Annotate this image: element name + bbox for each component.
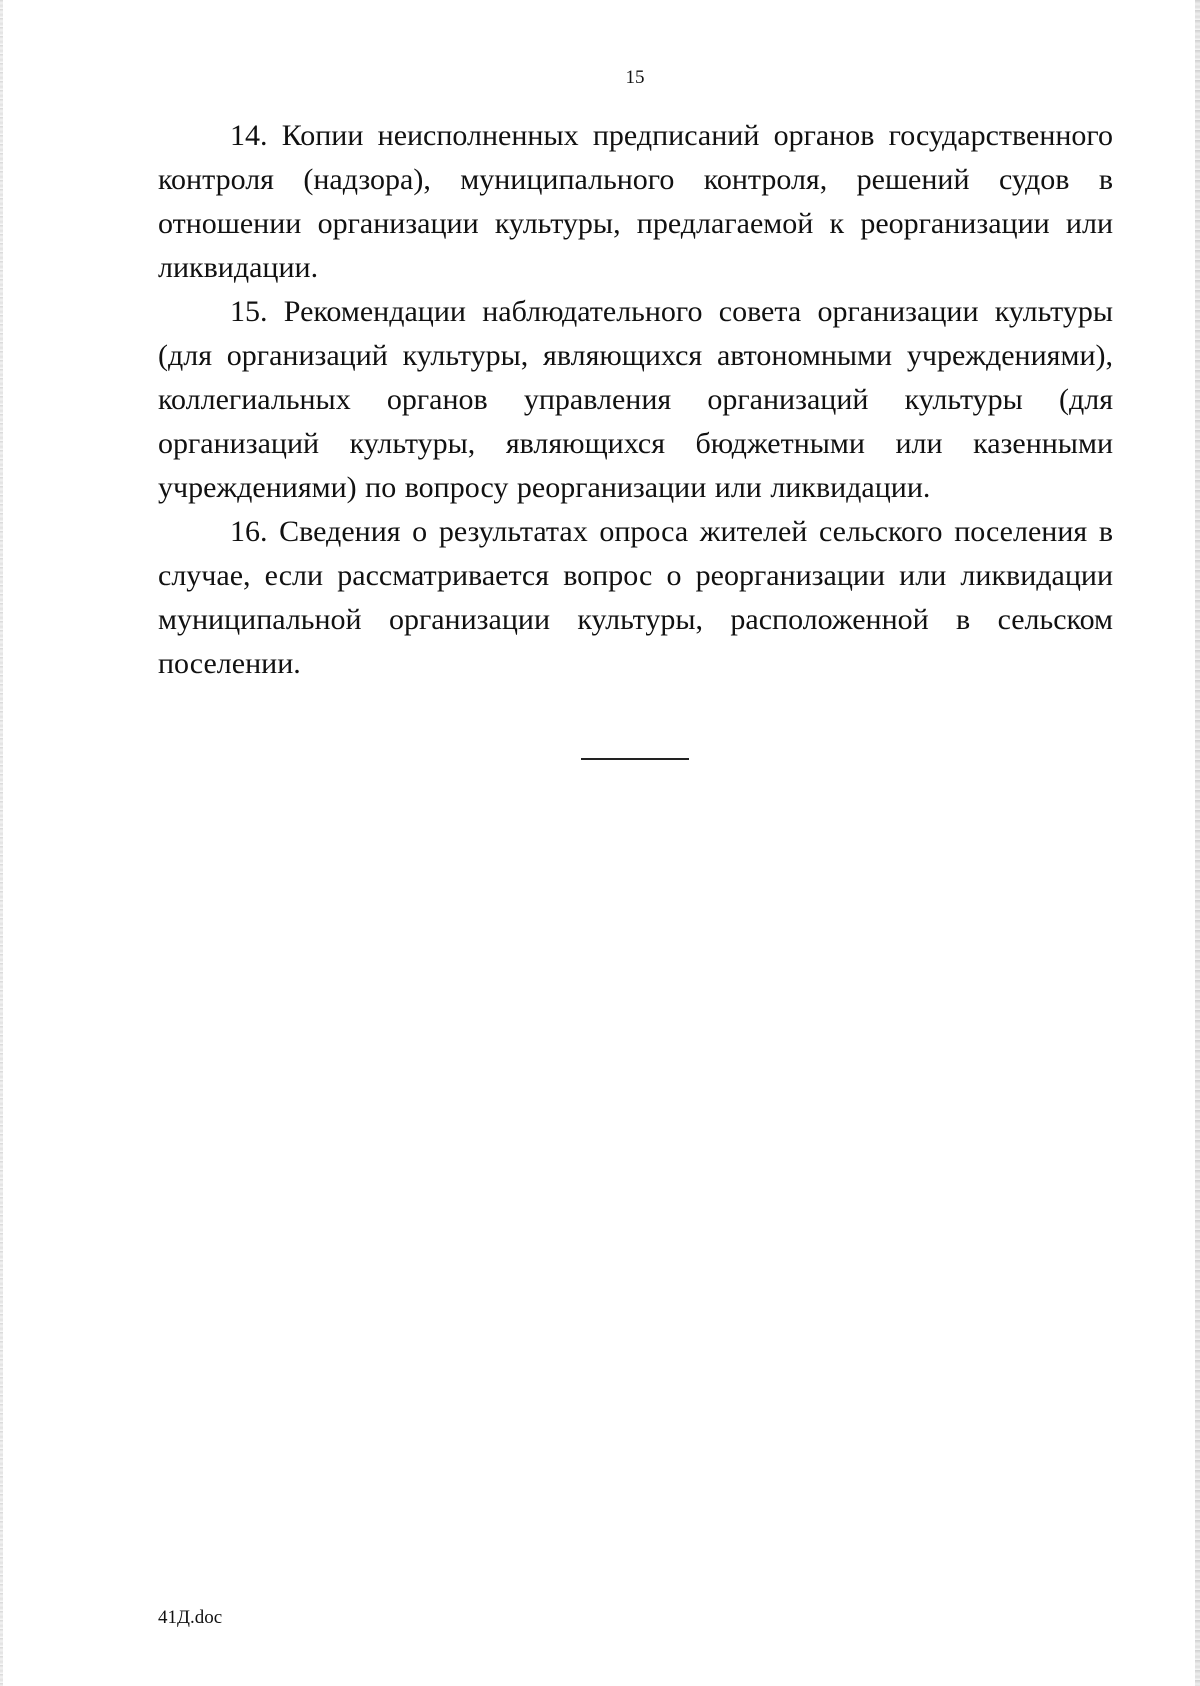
- document-body: [158, 114, 1113, 686]
- end-of-text-rule: [581, 758, 689, 760]
- page-number: 15: [625, 67, 645, 88]
- footer-filename: 41Д.doc: [158, 1607, 223, 1628]
- scan-edge-left: [0, 0, 3, 1686]
- paragraph-item-16: 16. Сведения о результатах опроса жителей сельского поселения в случае, если рассматривается вопрос о реорганизации или ликвидации муниципальной организации культуры, расположенной в сельском поселении.: [158, 515, 1113, 680]
- scan-edge-right: [1195, 0, 1200, 1686]
- paragraph-item-14: 14. Копии неисполненных предписаний органов государственного контроля (надзора), муниципального контроля, решений судов в отношении организации культуры, предлагаемой к реорганизации или ликвидации.: [158, 119, 1113, 284]
- paragraph-item-15: 15. Рекомендации наблюдательного совета организации культуры (для организаций культуры, являющихся автономными учреждениями), коллегиальных органов управления организаций культуры (для организаций культуры, являющихся бюджетными или казенными учреждениями) по вопросу реорганизации или ликвидации.: [158, 295, 1113, 504]
